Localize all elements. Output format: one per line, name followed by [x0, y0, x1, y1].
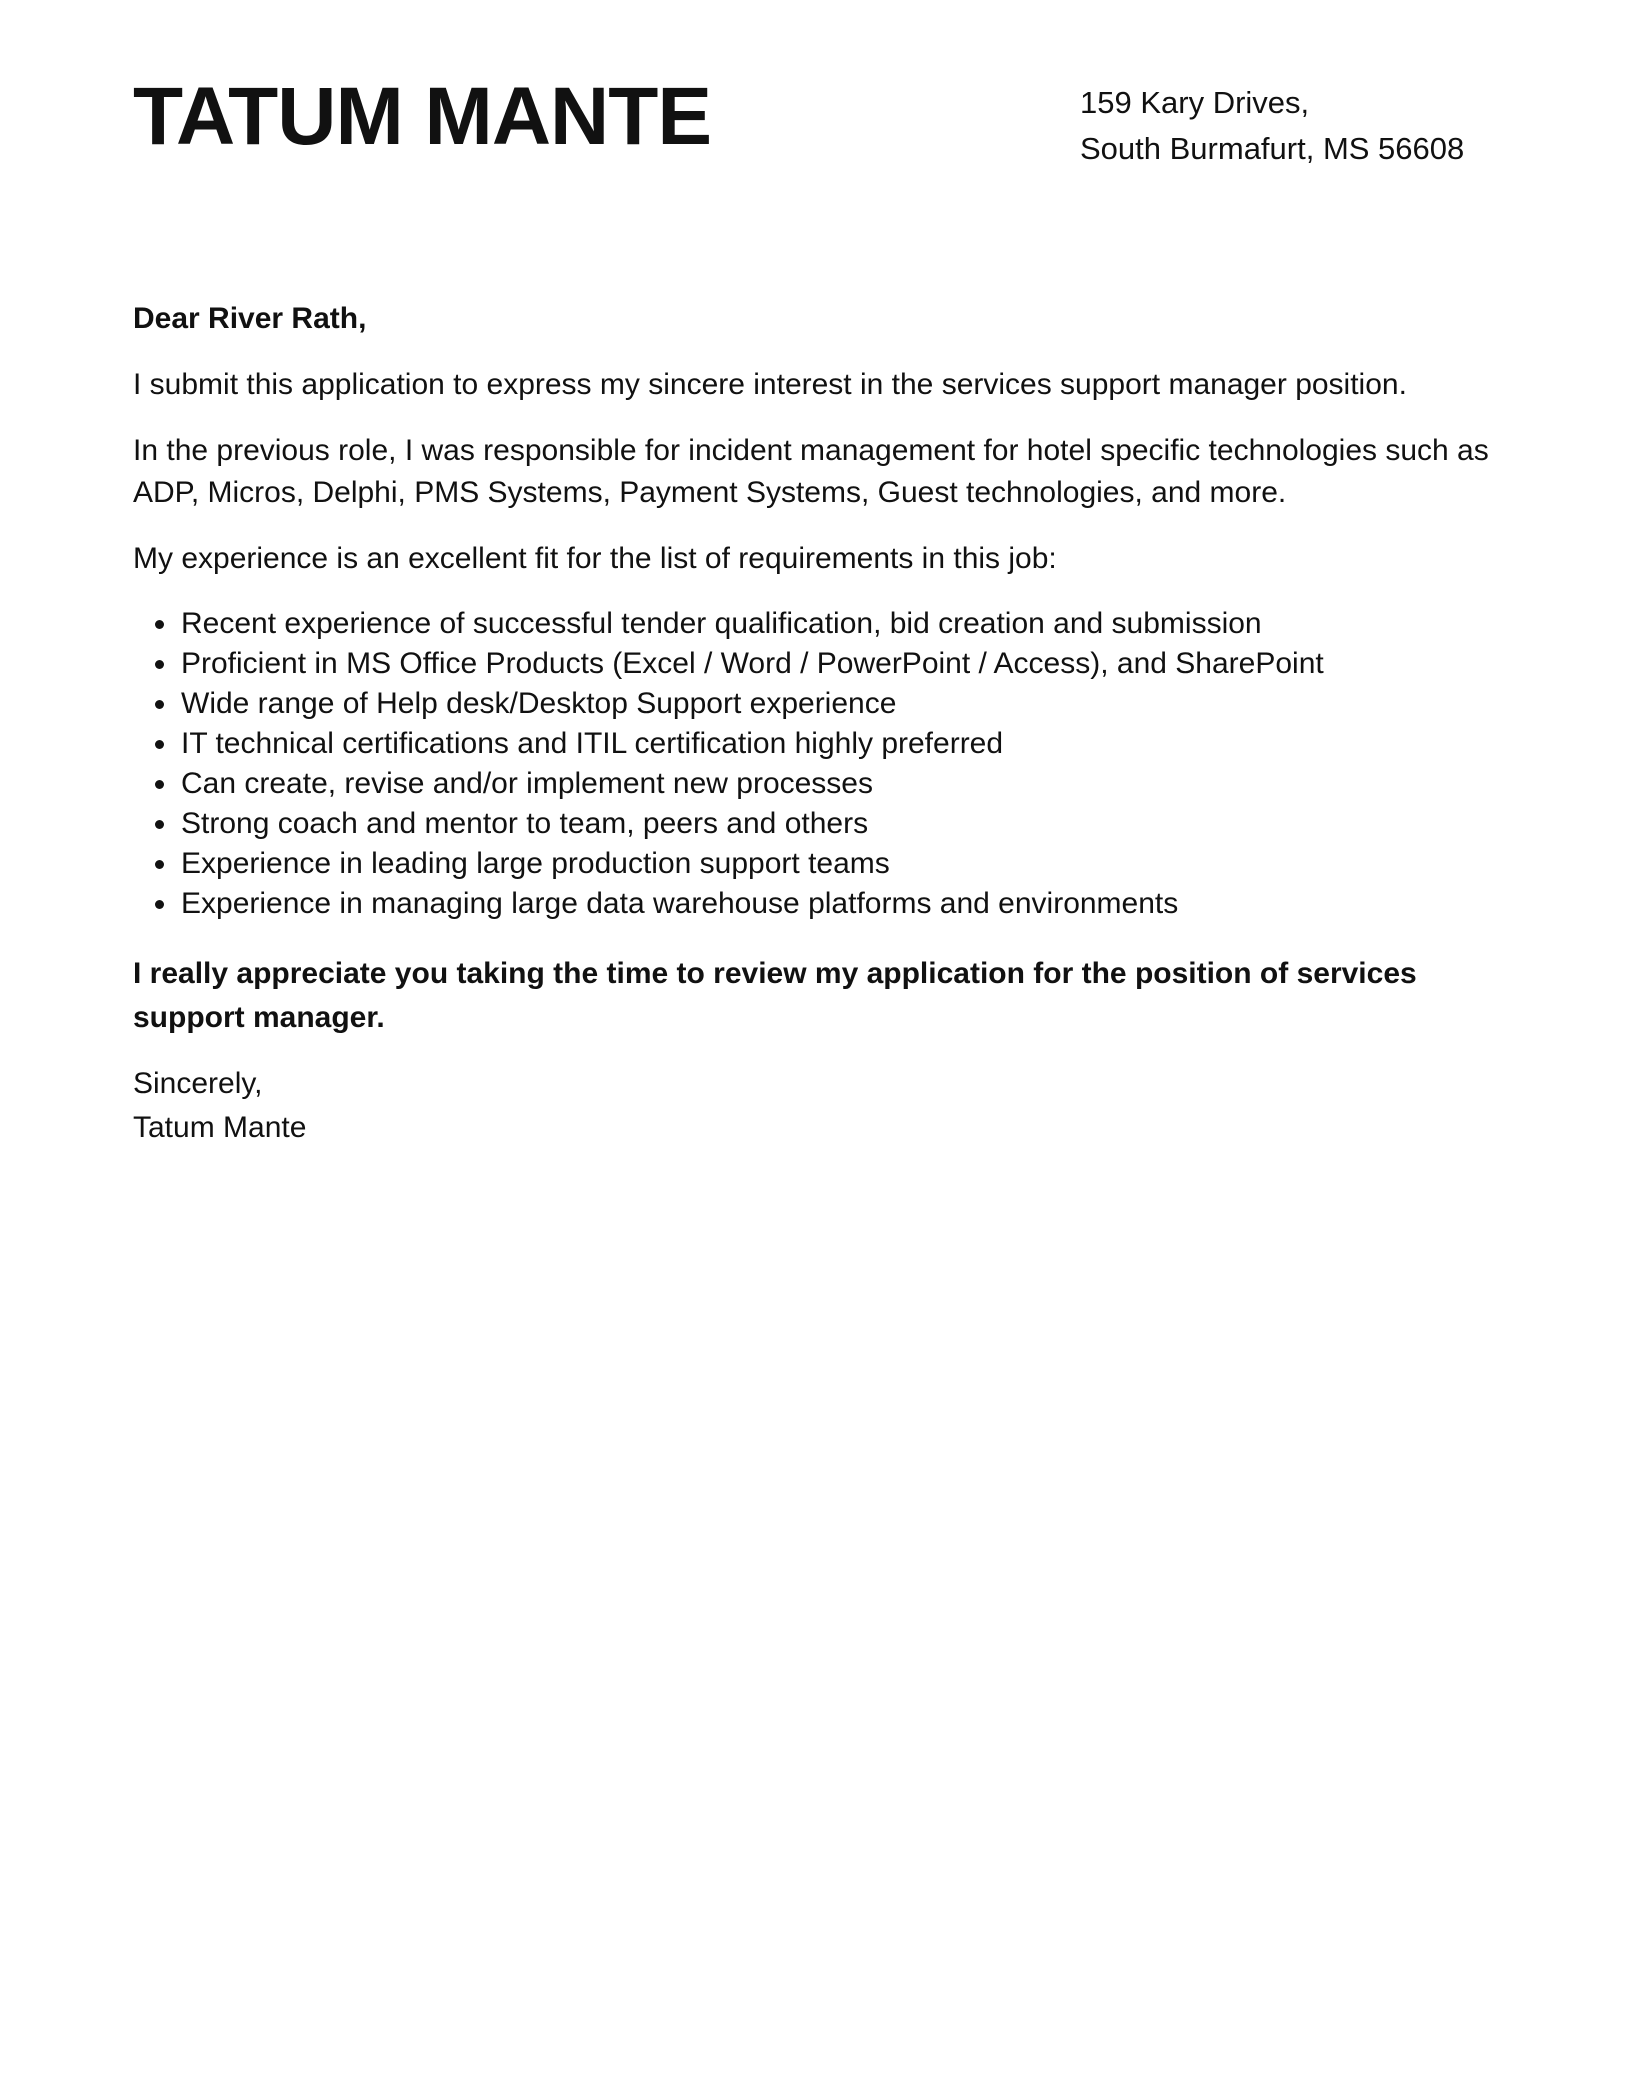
list-item — [133, 884, 1503, 924]
bullet-icon — [155, 660, 164, 669]
list-item-text: Strong coach and mentor to team, peers and others — [181, 807, 869, 840]
experience-paragraph: In the previous role, I was responsible for incident management for hotel specific technologies such as ADP, Micros, Delphi, PMS Systems, Payment Systems, Guest technologies, and more. — [133, 434, 1489, 509]
list-item-text: Experience in managing large data warehouse platforms and environments — [181, 887, 1179, 920]
list-item-text: Can create, revise and/or implement new processes — [181, 767, 873, 800]
bullet-icon — [155, 780, 164, 789]
list-item — [133, 684, 1503, 724]
list-item-text: IT technical certifications and ITIL certification highly preferred — [181, 727, 1004, 760]
letter-body — [133, 298, 1503, 1150]
list-item-text: Proficient in MS Office Products (Excel / Word / PowerPoint / Access), and SharePoint — [181, 647, 1324, 680]
bullet-icon — [155, 900, 164, 909]
applicant-name: TATUM MANTE — [133, 71, 712, 162]
bullet-icon — [155, 740, 164, 749]
address-line-2: South Burmafurt, MS 56608 — [1080, 131, 1465, 166]
signature-name: Tatum Mante — [133, 1111, 307, 1144]
bullet-icon — [155, 620, 164, 629]
list-item — [133, 804, 1503, 844]
list-item — [133, 604, 1503, 644]
fit-statement: My experience is an excellent fit for the list of requirements in this job: — [133, 542, 1057, 575]
bullet-icon — [155, 700, 164, 709]
bullet-icon — [155, 860, 164, 869]
list-item — [133, 644, 1503, 684]
requirements-list — [133, 604, 1503, 924]
signoff-block — [133, 1062, 1503, 1150]
list-item — [133, 724, 1503, 764]
list-item-text: Wide range of Help desk/Desktop Support experience — [181, 687, 897, 720]
list-item — [133, 844, 1503, 884]
applicant-address — [1080, 80, 1464, 172]
bullet-icon — [155, 820, 164, 829]
address-line-1: 159 Kary Drives, — [1080, 85, 1310, 120]
signoff: Sincerely, — [133, 1067, 263, 1100]
list-item — [133, 764, 1503, 804]
intro-paragraph: I submit this application to express my sincere interest in the services support manager position. — [133, 368, 1407, 401]
closing-paragraph: I really appreciate you taking the time to review my application for the position of services support manager. — [133, 957, 1417, 1034]
list-item-text: Recent experience of successful tender qualification, bid creation and submission — [181, 607, 1262, 640]
salutation: Dear River Rath, — [133, 302, 367, 335]
list-item-text: Experience in leading large production support teams — [181, 847, 890, 880]
